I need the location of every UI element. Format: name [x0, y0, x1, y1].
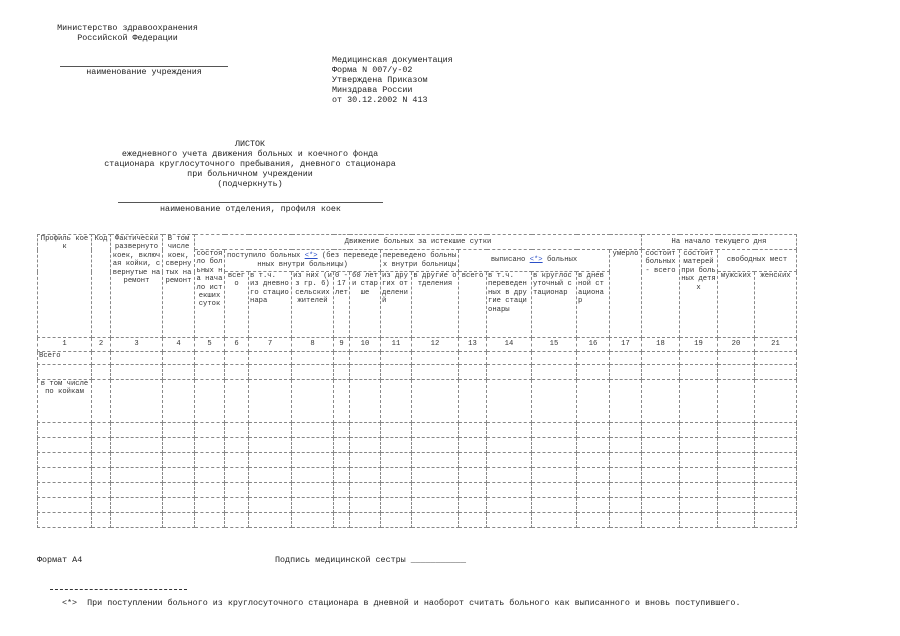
- ministry-line-1: Министерство здравоохранения: [57, 23, 198, 33]
- col-from-other-header: из других отделений: [381, 272, 412, 338]
- admitted-label-end: (без переведенных внутри больницы): [257, 252, 378, 269]
- col-number: 19: [680, 338, 718, 352]
- free-beds-group-header: свободных мест: [718, 250, 797, 272]
- col-female-header: женских: [755, 272, 797, 338]
- col-number: 8: [292, 338, 334, 352]
- order-date: от 30.12.2002 N 413: [332, 95, 428, 105]
- col-number: 4: [163, 338, 195, 352]
- col-number: 16: [577, 338, 610, 352]
- col-to-other-header: в другие отделения: [412, 272, 459, 338]
- col-admitted-day-header: [249, 272, 292, 338]
- footnote-link-admitted[interactable]: <*>: [304, 252, 318, 261]
- col-consisted-header: состояло больных на начало истекших суток: [195, 250, 225, 338]
- blank-row: [38, 453, 797, 468]
- discharged-label-end: больных: [542, 256, 578, 265]
- total-row: [38, 352, 797, 365]
- col-mothers-header: состоит матерей при больных детях: [680, 250, 718, 338]
- col-actual-beds-header: Фактически развернуто коек, включая койки, свернутые на ремонт: [111, 235, 163, 338]
- discharged-label-start: выписано: [490, 256, 530, 265]
- col-number: 1: [38, 338, 92, 352]
- admitted-label-start: поступило больных: [227, 252, 305, 261]
- title-line-2: ежедневного учета движения больных и коечного фонда: [121, 149, 379, 159]
- col-profile-header: Профиль коек: [38, 235, 92, 338]
- movement-group-header: Движение больных за истекшие сутки: [195, 235, 642, 250]
- footnote-text: При поступлении больного из круглосуточного стационара в дневной и наоборот считать больного как выписанного и вновь поступившего.: [77, 598, 741, 608]
- col-number: 12: [412, 338, 459, 352]
- col-to-day-header: в дневной стационар: [577, 272, 610, 338]
- department-underline: [118, 202, 383, 203]
- transferred-other-label: переведенных в другие стационары: [488, 280, 527, 314]
- col-number: 10: [350, 338, 381, 352]
- form-number: Форма N 007/у-02: [332, 65, 413, 75]
- col-number: 7: [249, 338, 292, 352]
- col-rural-header: [292, 272, 334, 338]
- col-number: 14: [487, 338, 532, 352]
- total-row-label: Всего: [38, 352, 92, 365]
- title-line-3: стационара круглосуточного пребывания, дневного стационара: [104, 159, 396, 169]
- col-repair-header: В том числе коек, свернутых на ремонт: [163, 235, 195, 338]
- col-number: 15: [532, 338, 577, 352]
- blank-row: [38, 483, 797, 498]
- blank-row: [38, 365, 797, 380]
- blank-row: [38, 438, 797, 453]
- blank-row: [38, 513, 797, 528]
- movement-table: [37, 234, 797, 528]
- doc-type: Медицинская документация: [332, 55, 453, 65]
- col-number: 13: [459, 338, 487, 352]
- col-died-header: умерло: [610, 250, 642, 338]
- rural-label: сельских жителей: [295, 288, 330, 306]
- discharged-incl-label: в т.ч.: [488, 272, 514, 280]
- col-number: 20: [718, 338, 755, 352]
- incl-row: [38, 380, 797, 423]
- department-caption: наименование отделения, профиля коек: [160, 204, 341, 214]
- col-number: 17: [610, 338, 642, 352]
- col-age-60-header: 60 лет и старше: [350, 272, 381, 338]
- col-number: 9: [334, 338, 350, 352]
- ministry-short: Минздрава России: [332, 85, 413, 95]
- approved-by: Утверждена Приказом: [332, 75, 428, 85]
- transferred-group-header: переведено больных внутри больницы: [381, 250, 459, 272]
- title-line-1: ЛИСТОК: [234, 139, 266, 149]
- blank-row: [38, 468, 797, 483]
- col-number: 2: [92, 338, 111, 352]
- col-transferred-other-header: [487, 272, 532, 338]
- blank-row: [38, 498, 797, 513]
- footnote-separator: [50, 589, 187, 590]
- column-numbers-row: [38, 338, 797, 352]
- col-number: 3: [111, 338, 163, 352]
- col-male-header: мужских: [718, 272, 755, 338]
- title-line-4: при больничном учреждении: [187, 169, 313, 179]
- start-day-group-header: На начало текущего дня: [642, 235, 797, 250]
- admitted-incl-label: в т.ч.: [250, 272, 276, 280]
- blank-row: [38, 423, 797, 438]
- signature-line: Подпись медицинской сестры ___________: [275, 555, 466, 565]
- footnote-mark: <*>: [62, 598, 78, 608]
- ministry-line-2: Российской Федерации: [77, 33, 178, 43]
- admitted-group-header: [225, 250, 381, 272]
- col-discharged-total-header: всего: [459, 272, 487, 338]
- discharged-group-header: [459, 250, 610, 272]
- col-number: 21: [755, 338, 797, 352]
- footnote: [62, 599, 741, 608]
- col-number: 6: [225, 338, 249, 352]
- institution-caption: наименование учреждения: [86, 67, 202, 77]
- col-patients-now-header: состоит больных - всего: [642, 250, 680, 338]
- incl-row-label: в том числе по койкам: [38, 380, 92, 423]
- col-age-0-17-header: 0 - 17 лет: [334, 272, 350, 338]
- format-label: Формат А4: [37, 555, 83, 565]
- title-line-5: (подчеркнуть): [217, 179, 283, 189]
- col-admitted-total-header: всего: [225, 272, 249, 338]
- col-number: 5: [195, 338, 225, 352]
- col-code-header: Код: [92, 235, 111, 338]
- col-number: 18: [642, 338, 680, 352]
- col-number: 11: [381, 338, 412, 352]
- of-them-label: из них (из гр. 6): [293, 272, 332, 289]
- admitted-from-day-label: из дневного стационара: [250, 280, 289, 306]
- footnote-link-discharged[interactable]: <*>: [529, 256, 543, 265]
- col-to-round-clock-header: в круглосуточный стационар: [532, 272, 577, 338]
